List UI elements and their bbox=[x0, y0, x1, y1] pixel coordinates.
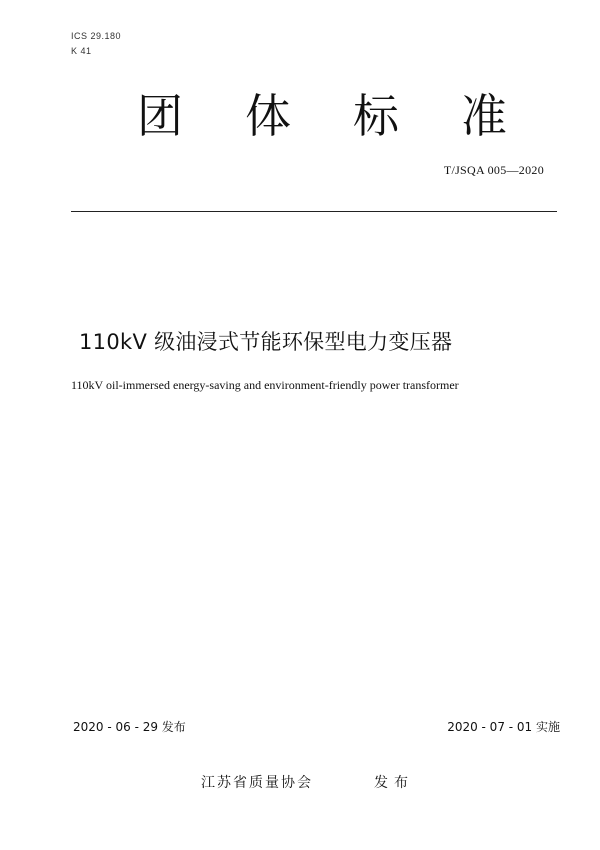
publisher-name: 江苏省质量协会 bbox=[201, 775, 313, 791]
standard-number: T/JSQA 005—2020 bbox=[443, 163, 544, 177]
title-char: 体 bbox=[245, 89, 291, 143]
implementation-date: 2020 - 07 - 01 实施 bbox=[447, 720, 560, 734]
ics-code: ICS 29.180 bbox=[71, 31, 122, 41]
title-char: 准 bbox=[461, 89, 507, 143]
title-char: 标 bbox=[353, 89, 399, 143]
title-char: 团 bbox=[137, 89, 183, 143]
ccs-code: K 41 bbox=[71, 46, 92, 56]
header-divider bbox=[71, 211, 557, 212]
document-title-zh: 110kV 级油浸式节能环保型电力变压器 bbox=[79, 330, 453, 354]
publish-date: 2020 - 06 - 29 发布 bbox=[73, 720, 186, 734]
document-category-title bbox=[137, 88, 507, 144]
publish-label: 发布 bbox=[374, 775, 414, 791]
document-title-en: 110kV oil-immersed energy-saving and environment-friendly power transformer bbox=[71, 378, 459, 392]
